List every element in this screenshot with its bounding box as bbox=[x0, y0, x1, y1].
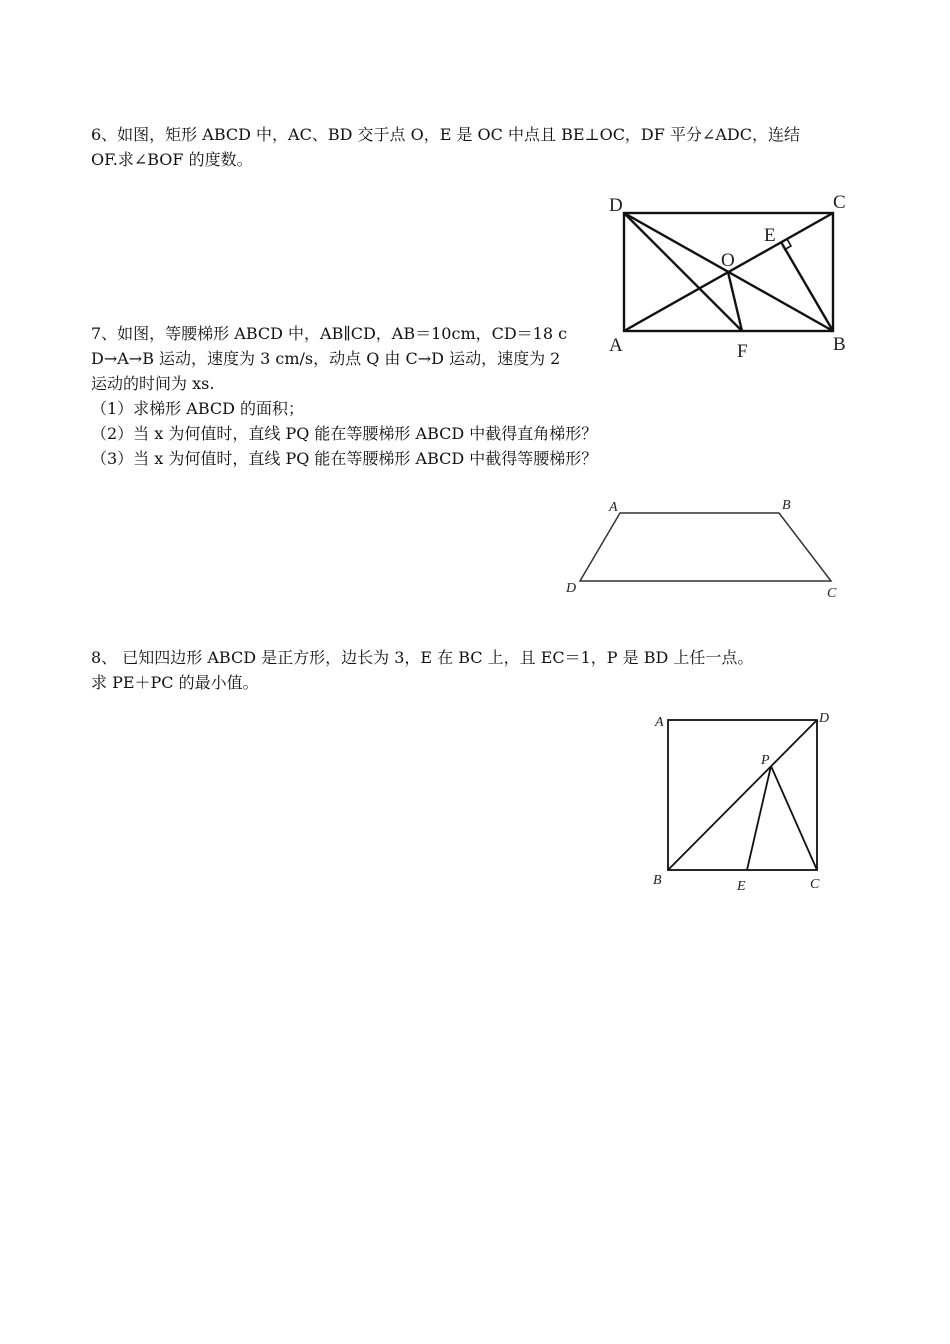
q8-text-line-1: 8、 已知四边形 ABCD 是正方形，边长为 3，E 在 BC 上，且 EC＝1，P 是 BD 上任一点。 bbox=[91, 648, 754, 667]
label-o: O bbox=[721, 250, 735, 271]
q8-square-figure bbox=[645, 705, 840, 895]
label-e: E bbox=[737, 879, 746, 894]
segment-pc bbox=[771, 766, 817, 870]
label-d: D bbox=[819, 711, 830, 726]
diagonal-bd bbox=[668, 720, 817, 870]
q6-text-line-2: OF.求∠BOF 的度数。 bbox=[91, 150, 253, 169]
segment-df bbox=[624, 213, 742, 331]
label-b: B bbox=[833, 334, 846, 355]
label-c: C bbox=[833, 192, 846, 213]
label-c: C bbox=[810, 877, 820, 892]
label-d: D bbox=[566, 581, 577, 596]
q7-trapezoid-figure bbox=[560, 492, 850, 602]
q7-sub-question-2: （2）当 x 为何值时，直线 PQ 能在等腰梯形 ABCD 中截得直角梯形？ bbox=[91, 424, 598, 443]
label-a: A bbox=[609, 500, 618, 515]
label-b: B bbox=[653, 873, 662, 888]
q7-text-line-1: 7、如图，等腰梯形 ABCD 中，AB∥CD，AB＝10cm，CD＝18 c bbox=[91, 324, 568, 343]
segment-pe bbox=[747, 766, 771, 870]
q6-text-line-1: 6、如图，矩形 ABCD 中，AC、BD 交于点 O，E 是 OC 中点且 BE⊥OC，DF 平分∠ADC，连结 bbox=[91, 125, 800, 144]
label-p: P bbox=[761, 753, 770, 768]
label-e: E bbox=[764, 225, 776, 246]
segment-of bbox=[728, 272, 742, 331]
label-a: A bbox=[655, 715, 664, 730]
q7-text-line-2: D→A→B 运动，速度为 3 cm/s，动点 Q 由 C→D 运动，速度为 2 bbox=[91, 349, 561, 368]
q7-sub-question-3: （3）当 x 为何值时，直线 PQ 能在等腰梯形 ABCD 中截得等腰梯形？ bbox=[91, 449, 598, 468]
q7-text-line-3: 运动的时间为 xs. bbox=[91, 374, 215, 393]
label-f: F bbox=[737, 341, 748, 362]
label-a: A bbox=[609, 335, 623, 356]
q7-sub-question-1: （1）求梯形 ABCD 的面积； bbox=[91, 399, 305, 418]
label-b: B bbox=[782, 498, 791, 513]
trapezoid-abcd bbox=[580, 513, 831, 581]
q8-text-line-2: 求 PE＋PC 的最小值。 bbox=[91, 673, 259, 692]
q6-rectangle-figure bbox=[600, 185, 862, 390]
label-d: D bbox=[609, 195, 623, 216]
label-c: C bbox=[827, 586, 837, 601]
